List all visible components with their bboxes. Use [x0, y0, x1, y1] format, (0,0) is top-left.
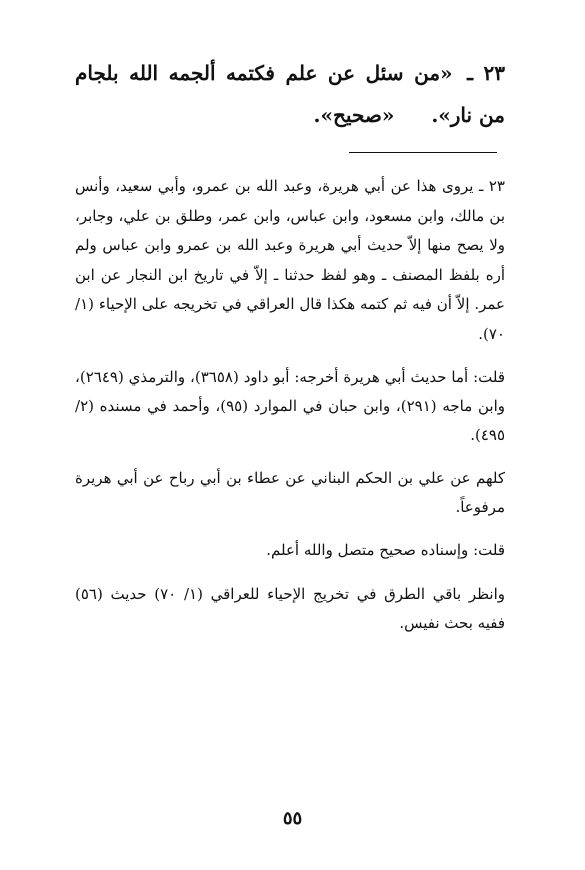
- hadith-grade: «صحيح».: [313, 103, 395, 127]
- footnote-paragraph: قلت: أما حديث أبي هريرة أخرجه: أبو داود (٣٦٥٨)، والترمذي (٢٦٤٩)، وابن ماجه (٢٩١)، وابن حبان في الموارد (٩٥)، وأحمد في مسنده (٢/ ٤٩٥).: [75, 368, 506, 444]
- footnote-number: ٢٣ ـ: [478, 177, 505, 195]
- hadith-text-block: [75, 52, 505, 136]
- footnote-text: يروى هذا عن أبي هريرة، وعبد الله بن عمرو، وأبي سعيد، وأنس بن مالك، وابن مسعود، وابن عباس، وابن عمر، وطلق بن علي، وجابر، ولا يصح منها إلاّ حديث أبي هريرة وعبد الله بن عمرو وابن عباس ولم أره بلفظ المصنف ـ وهو لفظ حدثنا ـ إلاّ في تاريخ ابن النجار عن ابن عمر. إلاّ أن فيه ثم كتمه هكذا قال العراقي في تخريجه على الإحياء (١/ ٧٠).: [75, 177, 505, 343]
- footnote-block: [75, 172, 505, 652]
- footnote-paragraph: قلت: وإسناده صحيح متصل والله أعلم.: [266, 541, 505, 559]
- footnote-divider: [349, 152, 497, 153]
- hadith-text: «من سئل عن علم فكتمه ألجمه الله بلجام من نار».: [75, 61, 505, 127]
- page-number: ٥٥: [282, 808, 303, 829]
- footnote-paragraph: كلهم عن علي بن الحكم البناني عن عطاء بن أبي رباح عن أبي هريرة مرفوعاً.: [75, 469, 505, 516]
- hadith-number: ٢٣ ـ: [467, 61, 505, 85]
- footnote-paragraph: [75, 172, 505, 349]
- footnote-paragraph: وانظر باقي الطرق في تخريج الإحياء للعراقي (١/ ٧٠) حديث (٥٦) ففيه بحث نفيس.: [75, 584, 505, 632]
